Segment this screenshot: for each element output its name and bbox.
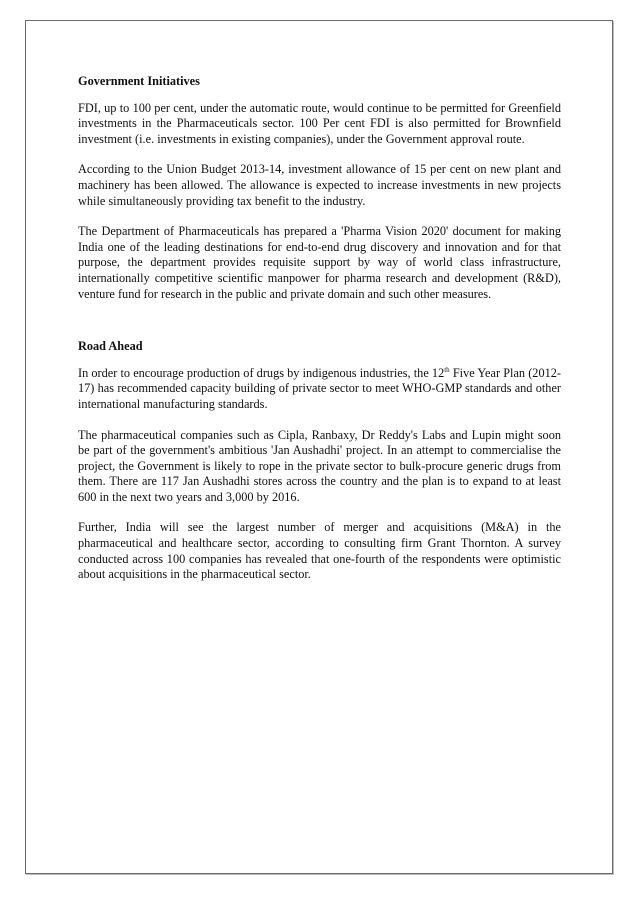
paragraph: FDI, up to 100 per cent, under the automatic route, would continue to be permitted for Greenfield investments in the Pharmaceuticals sector. 100 Per cent FDI is also permitted for Brownfield investment (i.e. investments in existing companies), under the Government approval route. xyxy=(78,100,561,146)
paragraph: According to the Union Budget 2013-14, investment allowance of 15 per cent on new plant and machinery has been allowed. The allowance is expected to increase investments in new projects while simultaneously providing tax benefit to the industry. xyxy=(78,162,561,208)
section-government-initiatives xyxy=(78,74,561,302)
section-spacer xyxy=(78,317,561,339)
paragraph: Further, India will see the largest number of merger and acquisitions (M&A) in the pharmaceutical and healthcare sector, according to consulting firm Grant Thornton. A survey conducted across 100 companies has revealed that one-fourth of the respondents were optimistic about acquisitions in the pharmaceutical sector. xyxy=(78,520,561,582)
document-body xyxy=(78,74,561,598)
paragraph-text: In order to encourage production of drugs by indigenous industries, the 12 xyxy=(78,365,445,380)
section-road-ahead xyxy=(78,339,561,583)
paragraph xyxy=(78,366,561,413)
superscript-ordinal: th xyxy=(444,365,450,374)
paragraph: The Department of Pharmaceuticals has prepared a 'Pharma Vision 2020' document for making India one of the leading destinations for end-to-end drug discovery and innovation and for that purpose, the department provides requisite support by way of world class infrastructure, internationally competitive scientific manpower for pharma research and development (R&D), venture fund for research in the public and private domain and such other measures. xyxy=(78,224,561,301)
paragraph: The pharmaceutical companies such as Cipla, Ranbaxy, Dr Reddy's Labs and Lupin might soon be part of the government's ambitious 'Jan Aushadhi' project. In an attempt to commercialise the project, the Government is likely to rope in the private sector to bulk-procure generic drugs from them. There are 117 Jan Aushadhi stores across the country and the plan is to expand to at least 600 in the next two years and 3,000 by 2016. xyxy=(78,427,561,504)
section-heading: Road Ahead xyxy=(78,339,143,354)
paragraph-text: Five Year Plan (2012-17) has recommended capacity building of private sector to meet WHO-GMP standards and other international manufacturing standards. xyxy=(78,365,561,411)
section-heading: Government Initiatives xyxy=(78,74,200,88)
